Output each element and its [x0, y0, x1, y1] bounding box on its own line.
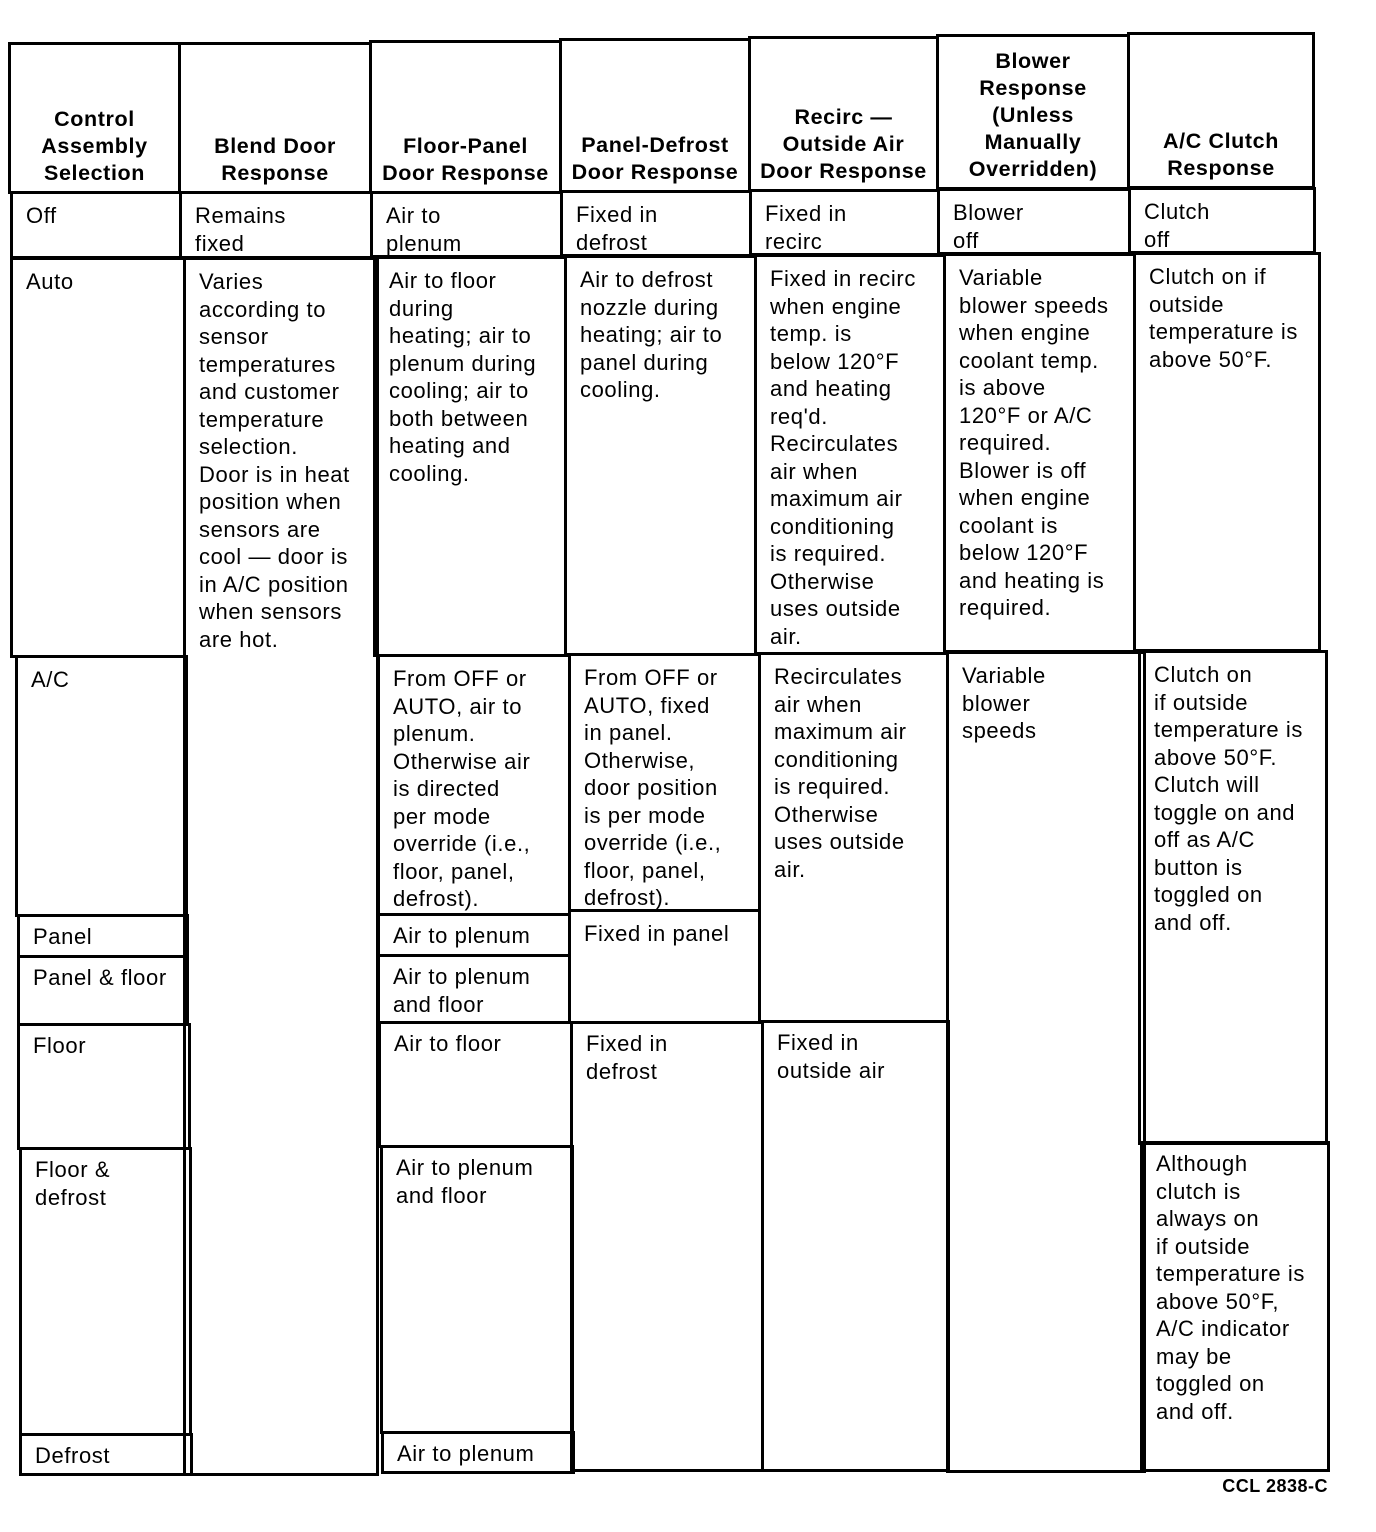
cell-floor-panel-panel-floor: Air to plenum and floor — [377, 954, 571, 1024]
header-floor-panel-door-response: Floor-Panel Door Response — [369, 40, 562, 194]
cell-panel-defrost-floor: Fixed in defrost — [570, 1021, 764, 1472]
cell-blend-auto: Varies according to sensor temperatures and customer temperature selection. Door is in heat position when sensors are cool — door is in A/C position when sensors are hot. — [183, 257, 379, 1476]
figure-code: CCL 2838-C — [1222, 1476, 1328, 1496]
header-panel-defrost-door-response: Panel-Defrost Door Response — [559, 38, 751, 193]
cell-selection-panel-floor: Panel & floor — [17, 955, 189, 1026]
cell-blend-off: Remains fixed — [179, 191, 373, 259]
header-blend-door-response: Blend Door Response — [178, 42, 372, 194]
cell-clutch-floor-defrost: Although clutch is always on if outside temperature is above 50°F, A/C indicator may be toggled on and off. — [1140, 1141, 1330, 1472]
cell-floor-panel-auto: Air to floor during heating; air to plenum during cooling; air to both between heating and cooling. — [373, 256, 567, 657]
cell-floor-panel-panel: Air to plenum — [377, 913, 571, 957]
header-ac-clutch-response: A/C Clutch Response — [1127, 32, 1315, 189]
cell-selection-off: Off — [10, 191, 182, 259]
cell-selection-defrost: Defrost — [19, 1433, 193, 1476]
cell-panel-defrost-auto: Air to defrost nozzle during heating; air to panel during cooling. — [564, 255, 757, 656]
cell-panel-defrost-off: Fixed in defrost — [560, 190, 752, 257]
cell-clutch-off: Clutch off — [1128, 187, 1316, 254]
cell-blower-ac: Variable blower speeds — [946, 651, 1146, 1473]
cell-panel-defrost-ac: From OFF or AUTO, fixed in panel. Otherwise, door position is per mode override (i.e., floor, panel, defrost). — [568, 653, 761, 912]
cell-floor-panel-floor: Air to floor — [378, 1021, 573, 1148]
cell-floor-panel-ac: From OFF or AUTO, air to plenum. Otherwise air is directed per mode override (i.e., floor, panel, defrost). — [377, 654, 571, 916]
cell-selection-auto: Auto — [10, 257, 186, 658]
header-control-assembly-selection: Control Assembly Selection — [8, 42, 181, 194]
cell-floor-panel-defrost: Air to plenum — [381, 1431, 575, 1474]
cell-clutch-auto: Clutch on if outside temperature is above 50°F. — [1133, 252, 1321, 652]
cell-blower-off: Blower off — [937, 188, 1131, 255]
cell-clutch-ac: Clutch on if outside temperature is above 50°F. Clutch will toggle on and off as A/C button is toggled on and off. — [1138, 650, 1328, 1145]
cell-selection-floor-defrost: Floor & defrost — [19, 1147, 192, 1436]
cell-selection-floor: Floor — [17, 1023, 191, 1150]
cell-recirc-floor: Fixed in outside air — [761, 1020, 950, 1472]
cell-recirc-off: Fixed in recirc — [749, 189, 940, 256]
cell-floor-panel-off: Air to plenum — [370, 191, 563, 258]
header-blower-response: Blower Response (Unless Manually Overridden) — [936, 34, 1130, 190]
cell-recirc-ac: Recirculates air when maximum air conditioning is required. Otherwise uses outside air. — [758, 652, 949, 1023]
cell-recirc-auto: Fixed in recirc when engine temp. is below 120°F and heating req'd. Recirculates air when maximum air conditioning is required. Otherwise uses outside air. — [754, 254, 946, 655]
cell-blower-auto: Variable blower speeds when engine coolant temp. is above 120°F or A/C required. Blower is off when engine coolant is below 120°F and heating is required. — [943, 253, 1136, 653]
header-recirc-outside-air-door-response: Recirc — Outside Air Door Response — [748, 36, 939, 192]
cell-selection-panel: Panel — [17, 914, 189, 958]
cell-panel-defrost-panel: Fixed in panel — [568, 909, 761, 1024]
cell-floor-panel-floor-defrost: Air to plenum and floor — [380, 1145, 574, 1434]
cell-selection-ac: A/C — [15, 655, 188, 917]
